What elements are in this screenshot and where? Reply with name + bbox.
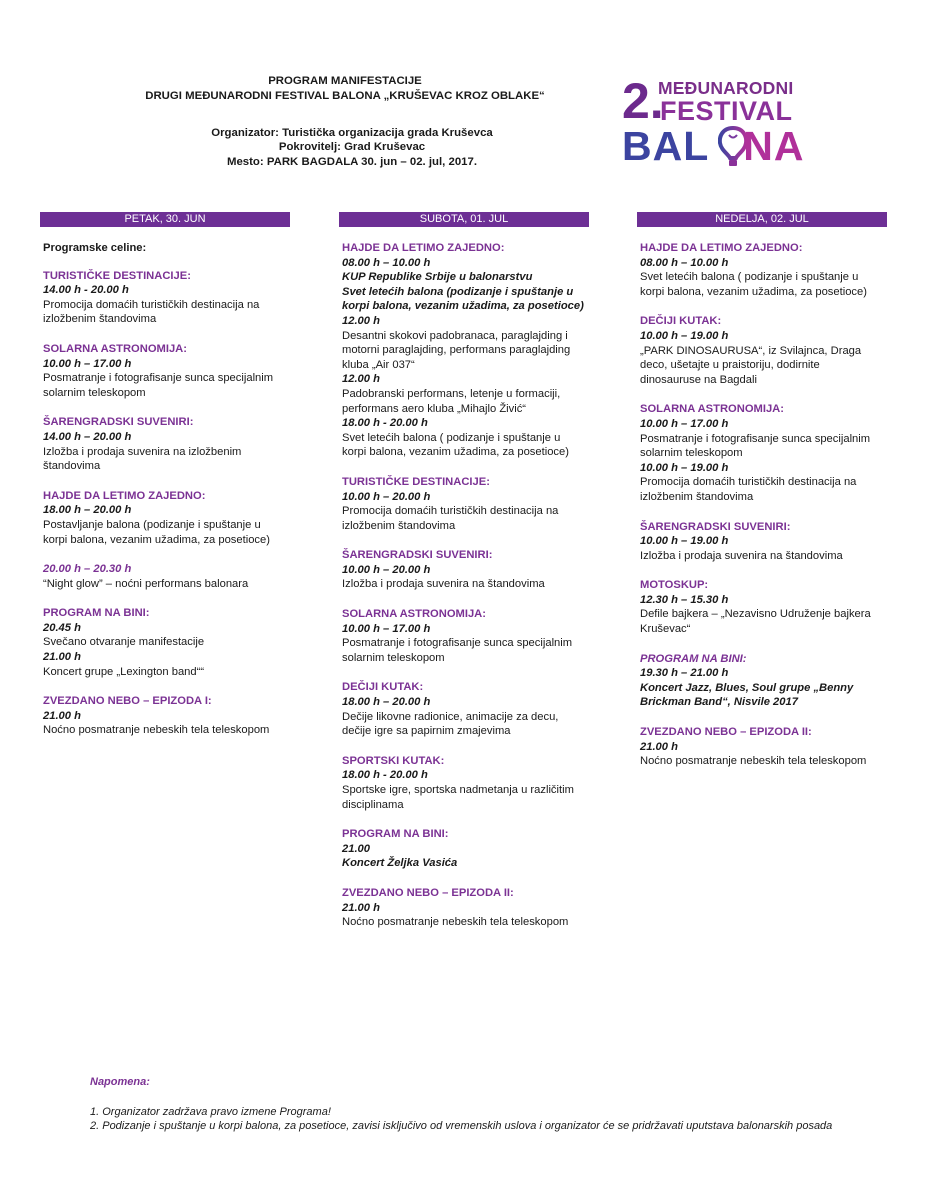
event-description: Promocija domaćih turističkih destinacija na izložbenim štandovima [342,505,559,532]
event-description: Svečano otvaranje manifestacije [43,636,205,649]
event-description: “Night glow” – noćni performans balonara [43,577,249,590]
event-description: Defile bajkera – „Nezavisno Udruženje bajkera Kruševac“ [640,608,871,636]
program-section [640,652,883,710]
program-section [342,548,585,592]
section-title: SOLARNA ASTRONOMIJA: [640,403,784,416]
event-time: 21.00 h [43,709,81,722]
event-description: Svet letećih balona ( podizanje i spuštanje u korpi balona, vezanim užadima, za posetioce) [640,271,867,298]
event-description: Svet letećih balona ( podizanje i spuštanje u korpi balona, vezanim užadima, za posetioce) [342,431,569,459]
program-section [342,886,585,930]
program-section [43,562,286,591]
event-description: Izložba i prodaja suvenira na izložbenim štandovima [43,445,242,473]
event-time: 10.00 h – 19.00 h [640,535,729,548]
logo-line-2: FESTIVAL [660,96,793,126]
event-time: 18.00 h - 20.00 h [342,417,428,430]
event-time: 18.00 h – 20.00 h [43,504,132,517]
event-time: 19.30 h – 21.00 h [640,667,729,680]
event-description: Promocija domaćih turističkih destinacija na izložbenim štandovima [640,476,857,503]
program-section [342,241,585,460]
section-title: ŠARENGRADSKI SUVENIRI: [342,549,493,562]
program-section [640,241,883,299]
header-place: Mesto: PARK BAGDALA 30. jun – 02. jul, 2017. [226,156,477,169]
balloon-icon [718,126,748,168]
program-header [110,74,580,170]
note-item: 2. Podizanje i spuštanje u korpi balona, za posetioce, zavisi isključivo od vremenskih uslova i organizator će se pridržavati uputstava balonarskih posada [90,1120,833,1132]
event-time: 12.00 h [342,373,380,386]
section-title: 20.00 h – 20.30 h [43,563,132,576]
section-title: SOLARNA ASTRONOMIJA: [43,342,187,355]
event-time: 21.00 h [342,901,380,914]
program-section [342,475,585,533]
program-section [640,725,883,769]
day-header: PETAK, 30. JUN [40,212,290,227]
program-section [342,754,585,812]
section-title: HAJDE DA LETIMO ZAJEDNO: [43,489,206,502]
event-time: 10.00 h – 17.00 h [342,622,431,635]
section-title: TURISTIČKE DESTINACIJE: [43,269,191,282]
notes [90,1075,890,1134]
program-section [43,342,286,400]
note-item: 1. Organizator zadržava pravo izmene Programa! [90,1105,331,1118]
event-time: 18.00 h - 20.00 h [342,769,428,782]
day-column-saturday [339,212,589,945]
event-time: 10.00 h – 17.00 h [43,357,132,370]
program-section [43,415,286,473]
section-title: PROGRAM NA BINI: [640,652,747,665]
logo-number: 2. [622,73,664,129]
program-section [640,520,883,564]
event-time: 10.00 h – 20.00 h [342,490,431,503]
logo-word-end: NA [743,123,805,169]
programme-intro: Programske celine: [43,242,147,254]
event-description: Promocija domaćih turističkih destinacija na izložbenim štandovima [43,298,260,326]
program-section [43,694,286,738]
event-description: Posmatranje i fotografisanje sunca specijalnim solarnim teleskopom [342,637,573,664]
day-column-friday [40,212,290,753]
event-time: 10.00 h – 19.00 h [640,329,729,342]
section-title: ZVEZDANO NEBO – EPIZODA I: [43,695,212,708]
event-highlight: KUP Republike Srbije u balonarstvu [342,271,533,284]
event-description: Noćno posmatranje nebeskih tela teleskopom [342,916,569,929]
program-section [640,314,883,387]
section-title: MOTOSKUP: [640,579,709,592]
event-time: 21.00 h [43,651,81,664]
festival-logo [622,73,822,169]
program-section [342,827,585,871]
event-description: Sportske igre, sportska nadmetanja u različitim disciplinama [342,784,574,811]
event-highlight: Koncert Jazz, Blues, Soul grupe „Benny Brickman Band“, Nisvile 2017 [640,681,854,709]
program-section [43,489,286,547]
event-time: 10.00 h – 19.00 h [640,461,729,474]
program-section [43,606,286,679]
header-line-2: DRUGI MEĐUNARODNI FESTIVAL BALONA „KRUŠEVAC KROZ OBLAKE“ [145,89,545,102]
event-time: 20.45 h [43,621,81,634]
event-description: Padobranski performans, letenje u formaciji, performans aero kluba „Mihajlo Živić“ [342,387,561,415]
event-description: Noćno posmatranje nebeskih tela teleskopom [43,724,270,737]
logo-word-start: BAL [622,123,710,169]
section-title: ŠARENGRADSKI SUVENIRI: [43,416,194,429]
event-description: Dečije likovne radionice, animacije za decu, dečije igre sa papirnim zmajevima [342,710,559,738]
event-time: 10.00 h – 17.00 h [640,417,729,430]
header-organizer: Organizator: Turistička organizacija grada Kruševca [211,126,493,139]
event-time: 21.00 [342,842,370,855]
event-description: Desantni skokovi padobranaca, paraglajding i motorni paraglajding, performans paraglajding kluba „Air 037“ [342,329,571,371]
event-time: 12.30 h – 15.30 h [640,593,729,606]
event-description: Posmatranje i fotografisanje sunca specijalnim solarnim teleskopom [640,432,871,460]
event-description: Posmatranje i fotografisanje sunca specijalnim solarnim teleskopom [43,372,274,399]
event-description: Postavljanje balona (podizanje i spuštanje u korpi balona, vezanim užadima, za posetioce) [43,518,270,546]
day-header: NEDELJA, 02. JUL [637,212,887,227]
section-title: PROGRAM NA BINI: [342,828,449,841]
section-title: ZVEZDANO NEBO – EPIZODA II: [342,886,514,899]
section-title: PROGRAM NA BINI: [43,607,150,620]
event-time: 14.00 h - 20.00 h [43,284,129,297]
header-line-1: PROGRAM MANIFESTACIJE [268,75,422,87]
section-title: SPORTSKI KUTAK: [342,754,445,767]
program-section [342,680,585,738]
section-title: DEČIJI KUTAK: [640,315,722,328]
event-time: 10.00 h – 20.00 h [342,563,431,576]
section-title: ŠARENGRADSKI SUVENIRI: [640,520,791,533]
event-time: 08.00 h – 10.00 h [342,256,431,269]
event-time: 18.00 h – 20.00 h [342,696,431,709]
logo-word [622,124,804,168]
program-section [640,402,883,504]
event-time: 21.00 h [640,740,678,753]
event-description: Noćno posmatranje nebeskih tela teleskopom [640,755,867,768]
event-description: Izložba i prodaja suvenira na štandovima [342,578,545,591]
header-sponsor: Pokrovitelj: Grad Kruševac [278,141,426,154]
notes-title: Napomena: [90,1076,150,1088]
event-time: 12.00 h [342,314,380,327]
section-title: HAJDE DA LETIMO ZAJEDNO: [342,242,505,254]
event-highlight: Svet letećih balona (podizanje i spuštanje u korpi balona, vezanim užadima, za posetioce) [342,285,584,313]
event-description: Koncert grupe „Lexington band““ [43,665,205,678]
day-column-sunday [637,212,887,784]
event-time: 14.00 h – 20.00 h [43,430,132,443]
section-title: HAJDE DA LETIMO ZAJEDNO: [640,242,803,254]
section-title: DEČIJI KUTAK: [342,681,424,694]
event-highlight: Koncert Željka Vasića [342,857,458,870]
section-title: ZVEZDANO NEBO – EPIZODA II: [640,726,812,739]
event-description: „PARK DINOSAURUSA“, iz Svilajnca, Draga deco, ušetajte u praistoriju, dodirnite dinosauruse na Bagdali [640,344,862,386]
program-section [43,269,286,327]
event-time: 08.00 h – 10.00 h [640,256,729,269]
section-title: SOLARNA ASTRONOMIJA: [342,608,486,621]
section-title: TURISTIČKE DESTINACIJE: [342,475,490,488]
day-header: SUBOTA, 01. JUL [339,212,589,227]
logo-line-1: MEĐUNARODNI [658,78,794,98]
event-description: Izložba i prodaja suvenira na štandovima [640,549,843,562]
program-section [342,607,585,665]
program-section [640,578,883,636]
